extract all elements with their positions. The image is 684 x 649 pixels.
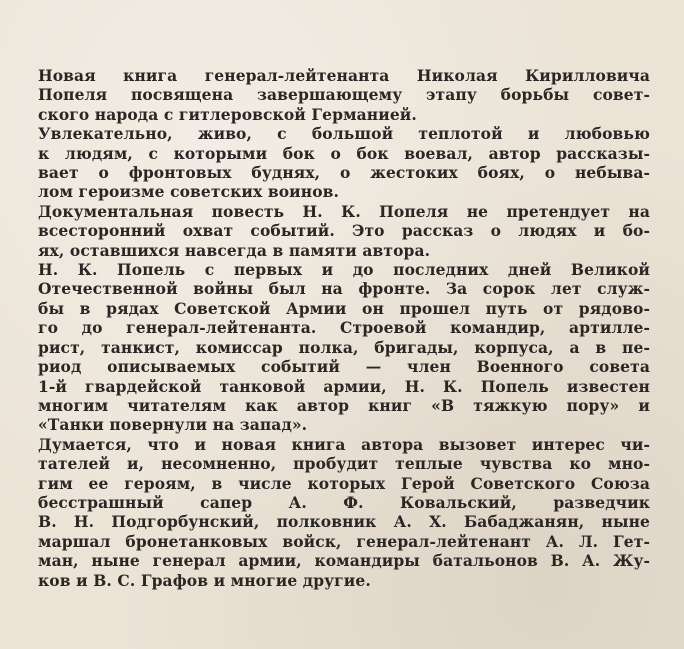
text-line: Попеля посвящена завершающему этапу борьбы совет-	[38, 85, 650, 105]
text-line: ского народа с гитлеровской Германией.	[38, 104, 417, 124]
paragraph-author	[38, 260, 650, 435]
annotation-page	[38, 66, 650, 590]
text-line: В. Н. Подгорбунский, полковник А. Х. Бабаджанян, ныне	[38, 512, 650, 532]
text-line: «Танки повернули на запад».	[38, 415, 308, 435]
text-line: бесстрашный сапер А. Ф. Ковальский, разведчик	[38, 492, 650, 512]
text-line: Н. К. Попель с первых и до последних дней Великой	[38, 260, 650, 280]
text-line: лом героизме советских воинов.	[38, 182, 340, 202]
text-line: рист, танкист, комиссар полка, бригады, корпуса, а в пе-	[38, 337, 650, 357]
text-line: ман, ныне генерал армии, командиры батальонов В. А. Жу-	[38, 551, 650, 571]
text-line: вает о фронтовых буднях, о жестоких боях, о небыва-	[38, 163, 650, 183]
text-line: риод описываемых событий — член Военного совета	[38, 357, 650, 377]
text-line: гим ее героям, в числе которых Герой Советского Союза	[38, 473, 650, 493]
text-line: многим читателям как автор книг «В тяжкую пору» и	[38, 395, 650, 415]
text-line: ях, оставшихся навсегда в памяти автора.	[38, 240, 431, 260]
text-line: Думается, что и новая книга автора вызовет интерес чи-	[38, 434, 650, 454]
text-line: 1-й гвардейской танковой армии, Н. К. Попель известен	[38, 376, 650, 396]
text-line: к людям, с которыми бок о бок воевал, автор рассказы-	[38, 143, 650, 163]
text-line: Новая книга генерал-лейтенанта Николая Кирилловича	[38, 66, 650, 85]
text-line: Отечественной войны был на фронте. За сорок лет служ-	[38, 279, 650, 299]
paragraph-scope	[38, 202, 650, 260]
paragraph-heroes	[38, 435, 650, 590]
text-line: маршал бронетанковых войск, генерал-лейтенант А. Л. Гет-	[38, 531, 650, 551]
paragraph-style	[38, 124, 650, 202]
text-line: всесторонний охват событий. Это рассказ о людях и бо-	[38, 221, 650, 241]
paragraph-intro	[38, 66, 650, 124]
text-line: Увлекательно, живо, с большой теплотой и любовью	[38, 124, 650, 144]
text-line: Документальная повесть Н. К. Попеля не претендует на	[38, 201, 650, 221]
text-line: ков и В. С. Графов и многие другие.	[38, 570, 371, 590]
text-line: тателей и, несомненно, пробудит теплые чувства ко мно-	[38, 454, 650, 474]
text-line: го до генерал-лейтенанта. Строевой командир, артилле-	[38, 318, 650, 338]
text-line: бы в рядах Советской Армии он прошел путь от рядово-	[38, 298, 650, 318]
